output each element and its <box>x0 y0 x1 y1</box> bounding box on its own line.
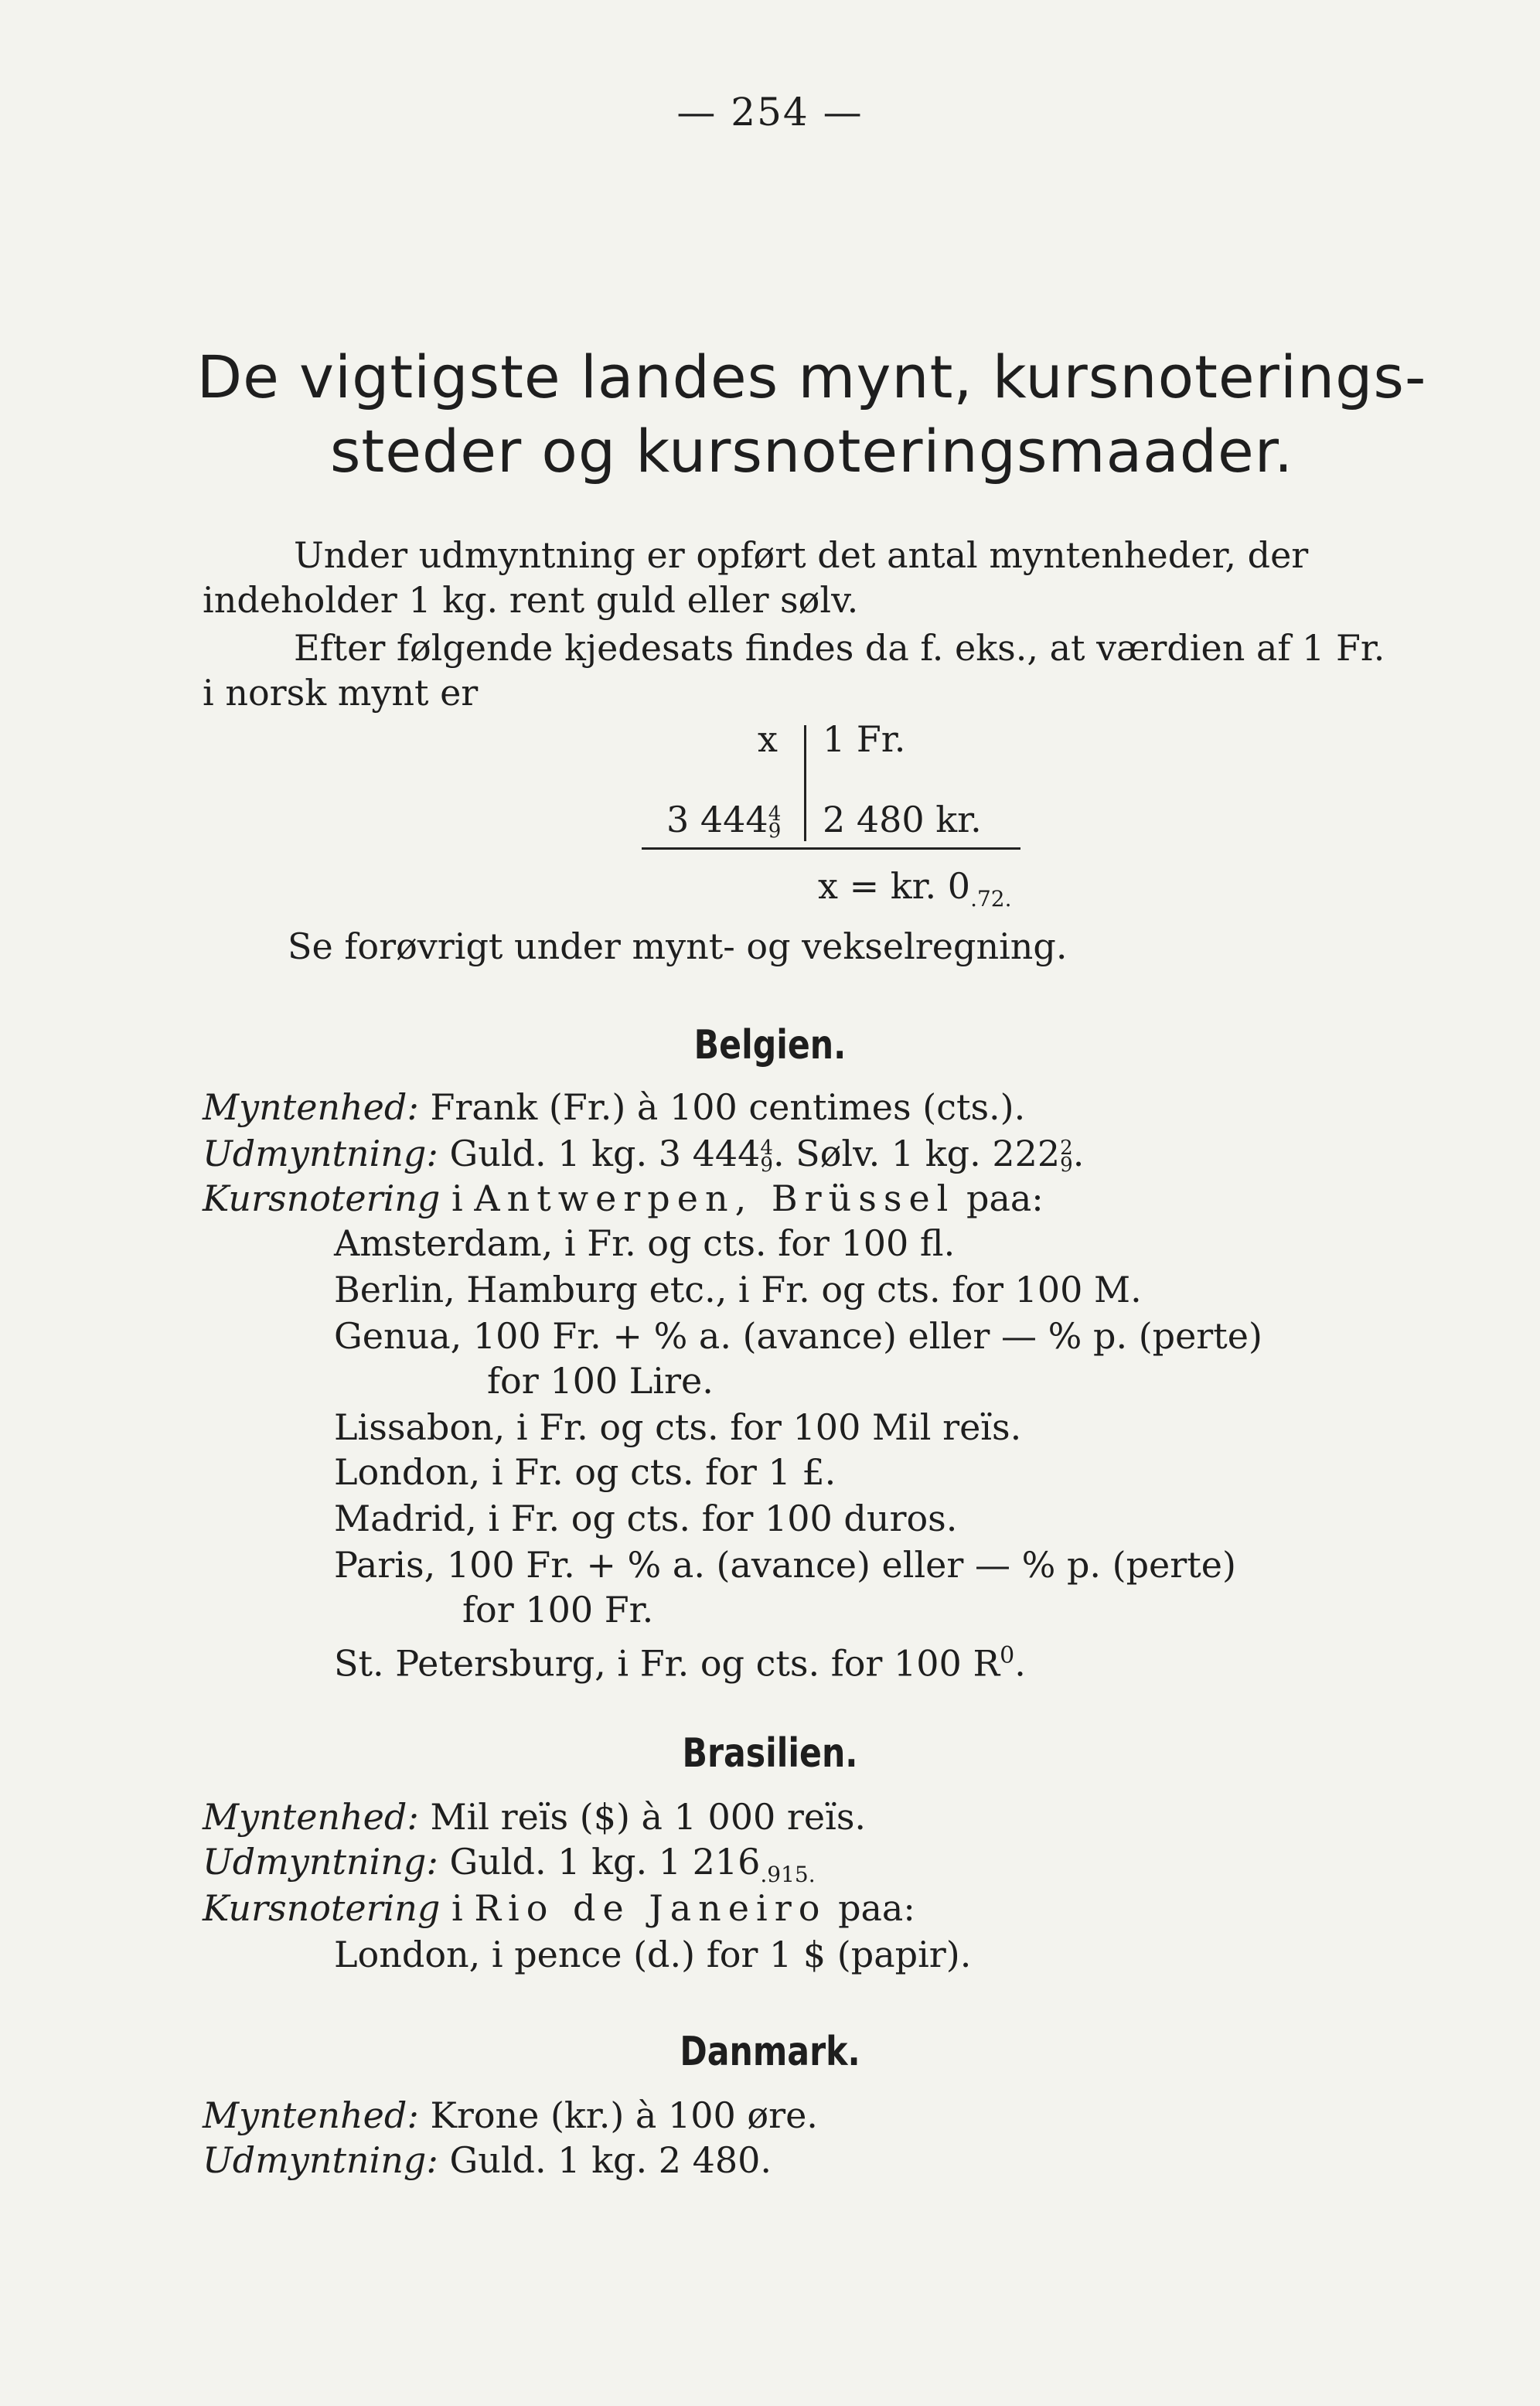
list-item: Madrid, i Fr. og cts. for 100 duros. <box>334 1498 958 1539</box>
udmyntning-decimals: .915. <box>760 1862 816 1888</box>
udmyntning-text: Guld. 1 kg. 1 216 <box>449 1841 761 1883</box>
stp-end: . <box>1014 1642 1026 1685</box>
intro-p2-line1: Efter følgende kjedesats findes da f. eks., at værdien af 1 Fr. <box>294 627 1385 669</box>
myntenhed-label: Myntenhed: <box>203 1086 419 1128</box>
stp-text: St. Petersburg, i Fr. og cts. for 100 R <box>334 1642 1000 1685</box>
heading-belgien: Belgien. <box>693 1022 847 1068</box>
myntenhed-text: Mil reïs ($) à 1 000 reïs. <box>430 1796 867 1838</box>
list-item-st-petersburg <box>334 1634 1026 1685</box>
chain-1fr: 1 Fr. <box>823 718 906 760</box>
percent-sign: % <box>653 1315 688 1357</box>
udmyntning-text: Guld. 1 kg. 3 444 <box>449 1133 761 1174</box>
myntenhed-text: Frank (Fr.) à 100 centimes (cts.). <box>430 1086 1026 1128</box>
result-text: x = kr. 0 <box>818 865 971 907</box>
kursnotering-paa: paa: <box>966 1177 1044 1219</box>
fraction-numerator: 4 <box>768 803 782 826</box>
list-item: Lissabon, i Fr. og cts. for 100 Mil reïs. <box>334 1406 1022 1448</box>
list-item: London, i pence (d.) for 1 $ (papir). <box>334 1934 972 1975</box>
percent-sign: % <box>1048 1315 1082 1357</box>
chain-left-value <box>666 798 781 841</box>
see-also: Se forøvrigt under mynt- og vekselregning. <box>288 925 1068 967</box>
intro-p1-line2: indeholder 1 kg. rent guld eller sølv. <box>203 579 859 621</box>
chain-left-fraction <box>768 803 782 843</box>
danmark-udmyntning <box>203 2138 772 2182</box>
list-item: London, i Fr. og cts. for 1 £. <box>334 1451 836 1493</box>
belgien-myntenhed <box>203 1085 1025 1129</box>
page-number: — 254 — <box>676 90 864 135</box>
fraction-1 <box>760 1137 773 1177</box>
paris-part-a: Paris, 100 Fr. + <box>334 1544 628 1586</box>
heading-danmark: Danmark. <box>680 2029 860 2075</box>
list-item: Berlin, Hamburg etc., i Fr. og cts. for 100 M. <box>334 1269 1142 1310</box>
genua-part-b: a. (avance) eller — <box>687 1315 1048 1357</box>
udmyntning-text: Guld. 1 kg. 2 480. <box>449 2139 772 2181</box>
udmyntning-label: Udmyntning: <box>203 2139 438 2181</box>
heading-brasilien: Brasilien. <box>682 1730 858 1777</box>
paris-part-c: p. (perte) <box>1055 1544 1236 1586</box>
list-item: Amsterdam, i Fr. og cts. for 100 fl. <box>334 1222 956 1264</box>
title-line-1: De vigtigste landes mynt, kursnoterings- <box>196 342 1427 411</box>
list-item-genua <box>334 1314 1262 1358</box>
result-decimals: .72. <box>970 886 1012 912</box>
belgien-udmyntning <box>203 1132 1084 1175</box>
udmyntning-end: . <box>1072 1133 1085 1174</box>
brasilien-kursnotering <box>203 1886 915 1930</box>
kursnotering-label: Kursnotering <box>203 1887 441 1929</box>
fraction-denominator: 9 <box>760 1154 773 1177</box>
udmyntning-label: Udmyntning: <box>203 1133 438 1174</box>
kursnotering-city: Rio de Janeiro <box>474 1887 827 1929</box>
intro-p1-line1: Under udmyntning er opført det antal myntenheder, der <box>294 534 1309 576</box>
list-item-paris-cont: for 100 Fr. <box>462 1589 654 1631</box>
brasilien-myntenhed <box>203 1795 866 1839</box>
genua-part-a: Genua, 100 Fr. + <box>334 1315 654 1357</box>
belgien-kursnotering <box>203 1177 1044 1220</box>
myntenhed-label: Myntenhed: <box>203 2094 419 2136</box>
udmyntning-text-2: . Sølv. 1 kg. 222 <box>772 1133 1061 1174</box>
udmyntning-label: Udmyntning: <box>203 1841 438 1883</box>
genua-part-c: p. (perte) <box>1082 1315 1262 1357</box>
chain-right-value: 2 480 kr. <box>823 799 982 840</box>
intro-p2-line2: i norsk mynt er <box>203 672 479 714</box>
fraction-numerator: 2 <box>1060 1137 1073 1160</box>
stp-superscript: 0 <box>1000 1642 1015 1669</box>
title-line-2: steder og kursnoteringsmaader. <box>329 417 1294 486</box>
kursnotering-i: i <box>451 1177 463 1219</box>
fraction-numerator: 4 <box>760 1137 773 1160</box>
percent-sign: % <box>1021 1544 1056 1586</box>
chain-horizontal-rule <box>642 847 1020 850</box>
kursnotering-city: Antwerpen, Brüssel <box>474 1177 956 1219</box>
fraction-2 <box>1060 1137 1073 1177</box>
myntenhed-label: Myntenhed: <box>203 1796 419 1838</box>
fraction-denominator: 9 <box>1060 1154 1073 1177</box>
list-item-genua-cont: for 100 Lire. <box>487 1360 714 1402</box>
kursnotering-label: Kursnotering <box>203 1177 441 1219</box>
chain-vertical-rule <box>804 725 806 841</box>
kursnotering-i: i <box>451 1887 463 1929</box>
danmark-myntenhed <box>203 2094 818 2137</box>
page-title <box>147 340 1477 489</box>
myntenhed-text: Krone (kr.) à 100 øre. <box>430 2094 818 2136</box>
fraction-denominator: 9 <box>768 820 782 843</box>
percent-sign: % <box>627 1544 662 1586</box>
chain-left-number: 3 444 <box>666 799 768 840</box>
chain-result <box>818 864 1012 921</box>
chain-x: x <box>758 718 778 760</box>
paris-part-b: a. (avance) eller — <box>661 1544 1022 1586</box>
kursnotering-paa: paa: <box>838 1887 915 1929</box>
list-item-paris <box>334 1543 1236 1586</box>
